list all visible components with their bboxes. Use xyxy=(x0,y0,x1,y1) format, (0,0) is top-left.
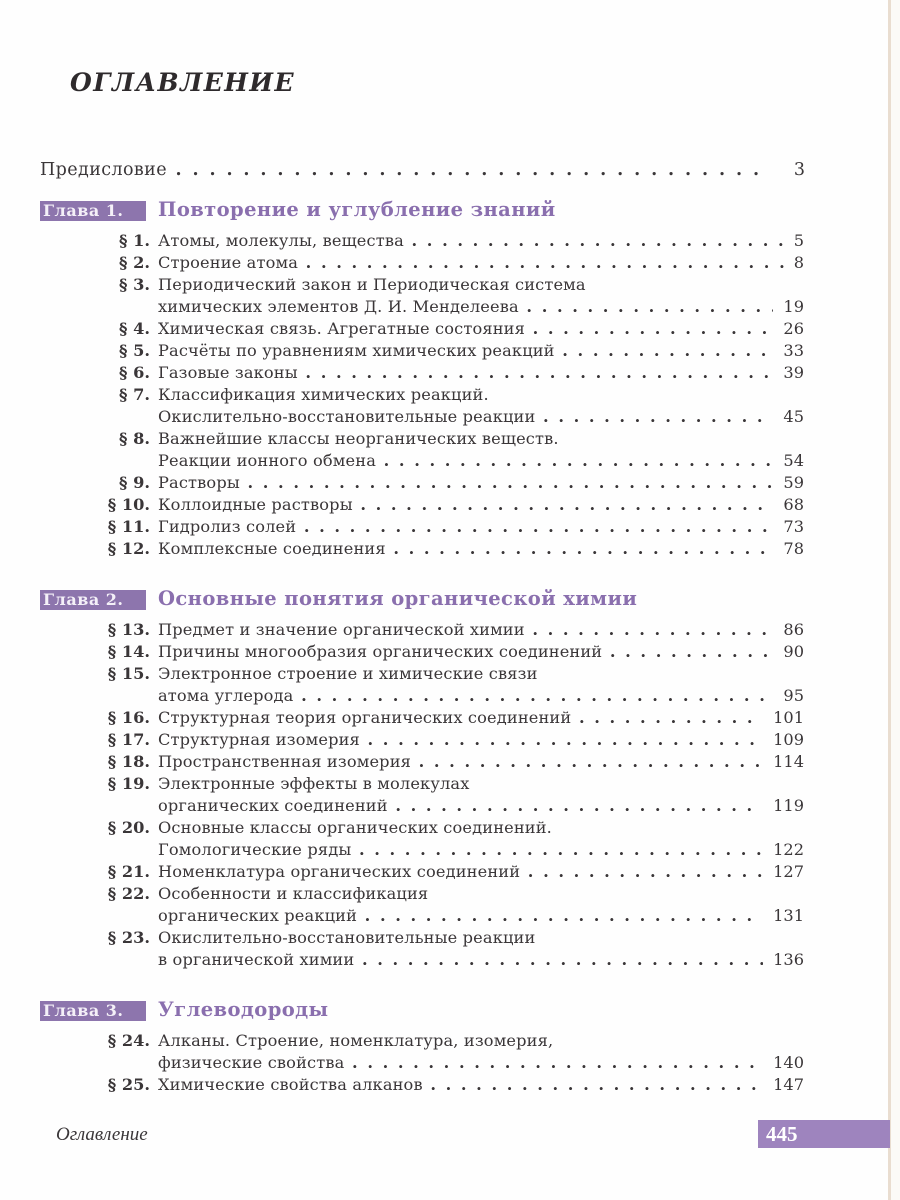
section-number: § 15. xyxy=(107,664,150,683)
page-number-box xyxy=(758,1120,890,1148)
entry-text: Расчёты по уравнениям химических реакций . . . xyxy=(158,340,804,362)
entry-text: Алканы. Строение, номенклатура, изомерия, xyxy=(158,1031,554,1050)
entry-text: Электронные эффекты в молекулах xyxy=(158,774,470,793)
entry-text: Особенности и классификация xyxy=(158,884,429,903)
entry-text: Структурная теория органических соединений . . . xyxy=(158,707,804,729)
entry-page-number: 119 xyxy=(763,795,804,817)
section-number: § 1. xyxy=(119,231,150,250)
entry-text: Окислительно-восстановительные реакции xyxy=(158,928,536,947)
section-number: § 20. xyxy=(107,818,150,837)
entry-page-number: 127 xyxy=(763,861,804,883)
section-number: § 17. xyxy=(107,730,150,749)
toc-entry[interactable] xyxy=(0,428,900,450)
entry-text: Пространственная изомерия . . . xyxy=(158,751,804,773)
toc-entry[interactable] xyxy=(0,472,900,494)
entry-text: Растворы . . . xyxy=(158,472,804,494)
toc-entry-continuation[interactable] xyxy=(0,1052,900,1074)
entry-text: Предмет и значение органической химии . . . xyxy=(158,619,804,641)
toc-entry-continuation[interactable] xyxy=(0,795,900,817)
entry-page-number: 114 xyxy=(763,751,804,773)
section-number: § 10. xyxy=(107,495,150,514)
toc-entry[interactable] xyxy=(0,663,900,685)
section-number: § 24. xyxy=(107,1031,150,1050)
entry-text: Номенклатура органических соединений . . . xyxy=(158,861,804,883)
toc-entry[interactable] xyxy=(0,751,900,773)
toc-entry[interactable] xyxy=(0,619,900,641)
toc-entry[interactable] xyxy=(0,362,900,384)
toc-entry-continuation[interactable] xyxy=(0,685,900,707)
entry-page-number: 86 xyxy=(773,619,804,641)
section-number: § 11. xyxy=(107,517,150,536)
toc-entry[interactable] xyxy=(0,861,900,883)
toc-entry[interactable] xyxy=(0,707,900,729)
section-number: § 8. xyxy=(119,429,150,448)
entry-text: органических реакций . . . xyxy=(158,905,804,927)
section-number: § 7. xyxy=(119,385,150,404)
entry-page-number: 140 xyxy=(763,1052,804,1074)
entry-page-number: 8 xyxy=(784,252,804,274)
toc-entry[interactable] xyxy=(0,1074,900,1096)
entry-page-number: 90 xyxy=(773,641,804,663)
entry-text: Реакции ионного обмена . . . xyxy=(158,450,804,472)
section-number: § 4. xyxy=(119,319,150,338)
section-number: § 23. xyxy=(107,928,150,947)
entry-page-number: 33 xyxy=(773,340,804,362)
section-number: § 21. xyxy=(107,862,150,881)
entry-text: Предисловие . . . xyxy=(40,158,805,182)
entry-text: Важнейшие классы неорганических веществ. xyxy=(158,429,559,448)
entry-text: Классификация химических реакций. xyxy=(158,385,489,404)
section-number: § 18. xyxy=(107,752,150,771)
entry-page-number: 95 xyxy=(773,685,804,707)
entry-page-number: 19 xyxy=(773,296,804,318)
section-number: § 12. xyxy=(107,539,150,558)
toc-entry-continuation[interactable] xyxy=(0,296,900,318)
entry-text: Комплексные соединения . . . xyxy=(158,538,804,560)
toc-entry[interactable] xyxy=(0,641,900,663)
page-fold-line xyxy=(888,0,891,1200)
section-number: § 14. xyxy=(107,642,150,661)
entry-page-number: 109 xyxy=(763,729,804,751)
section-number: § 5. xyxy=(119,341,150,360)
toc-entry[interactable] xyxy=(0,340,900,362)
toc-entry[interactable] xyxy=(0,230,900,252)
entry-text: Структурная изомерия . . . xyxy=(158,729,804,751)
entry-text: органических соединений . . . xyxy=(158,795,804,817)
toc-entry-continuation[interactable] xyxy=(0,839,900,861)
chapter-title: Основные понятия органической химии xyxy=(158,587,638,610)
section-number: § 25. xyxy=(107,1075,150,1094)
entry-page-number: 122 xyxy=(763,839,804,861)
section-number: § 22. xyxy=(107,884,150,903)
entry-page-number: 78 xyxy=(773,538,804,560)
section-number: § 6. xyxy=(119,363,150,382)
entry-text: Атомы, молекулы, вещества . . . xyxy=(158,230,804,252)
page-edge xyxy=(891,0,900,1200)
chapter-title: Повторение и углубление знаний xyxy=(158,198,556,221)
entry-page-number: 101 xyxy=(763,707,804,729)
toc-entry[interactable] xyxy=(0,516,900,538)
toc-entry-continuation[interactable] xyxy=(0,450,900,472)
entry-text: Газовые законы . . . xyxy=(158,362,804,384)
chapter-title: Углеводороды xyxy=(158,998,329,1021)
section-number: § 19. xyxy=(107,774,150,793)
toc-entry[interactable] xyxy=(0,252,900,274)
toc-entry-preface[interactable] xyxy=(40,158,805,182)
entry-text: Основные классы органических соединений. xyxy=(158,818,552,837)
entry-text: Окислительно-восстановительные реакции . . . xyxy=(158,406,804,428)
entry-page-number: 39 xyxy=(773,362,804,384)
entry-text: Электронное строение и химические связи xyxy=(158,664,538,683)
entry-text: Химическая связь. Агрегатные состояния . . . xyxy=(158,318,804,340)
section-number: § 3. xyxy=(119,275,150,294)
chapter-badge: Глава 1. xyxy=(40,201,146,221)
toc-entry[interactable] xyxy=(0,773,900,795)
toc-entry-continuation[interactable] xyxy=(0,905,900,927)
toc-entry[interactable] xyxy=(0,318,900,340)
entry-page-number: 3 xyxy=(770,158,805,182)
running-footer-title: Оглавление xyxy=(56,1124,148,1145)
entry-text: Строение атома . . . xyxy=(158,252,804,274)
entry-page-number: 147 xyxy=(763,1074,804,1096)
entry-text: Периодический закон и Периодическая система xyxy=(158,275,586,294)
entry-page-number: 5 xyxy=(784,230,804,252)
toc-entry[interactable] xyxy=(0,384,900,406)
section-number: § 16. xyxy=(107,708,150,727)
section-number: § 9. xyxy=(119,473,150,492)
entry-page-number: 73 xyxy=(773,516,804,538)
page-title: ОГЛАВЛЕНИЕ xyxy=(70,68,296,97)
toc-entry[interactable] xyxy=(0,729,900,751)
entry-page-number: 45 xyxy=(773,406,804,428)
entry-text: Химические свойства алканов . . . xyxy=(158,1074,804,1096)
section-number: § 2. xyxy=(119,253,150,272)
entry-text: в органической химии . . . xyxy=(158,949,804,971)
toc-entry[interactable] xyxy=(0,883,900,905)
chapter-badge: Глава 3. xyxy=(40,1001,146,1021)
entry-text: атома углерода . . . xyxy=(158,685,804,707)
page-number: 445 xyxy=(766,1122,798,1146)
entry-page-number: 54 xyxy=(773,450,804,472)
entry-page-number: 136 xyxy=(763,949,804,971)
entry-text: физические свойства . . . xyxy=(158,1052,804,1074)
section-number: § 13. xyxy=(107,620,150,639)
toc-entry-continuation[interactable] xyxy=(0,406,900,428)
toc-entry[interactable] xyxy=(0,538,900,560)
entry-text: Причины многообразия органических соединений . . . xyxy=(158,641,804,663)
entry-page-number: 26 xyxy=(773,318,804,340)
toc-entry-continuation[interactable] xyxy=(0,949,900,971)
toc-entry[interactable] xyxy=(0,817,900,839)
toc-entry[interactable] xyxy=(0,274,900,296)
toc-entry[interactable] xyxy=(0,1030,900,1052)
entry-text: Гомологические ряды . . . xyxy=(158,839,804,861)
entry-page-number: 68 xyxy=(773,494,804,516)
entry-text: Коллоидные растворы . . . xyxy=(158,494,804,516)
entry-text: химических элементов Д. И. Менделеева . . . xyxy=(158,296,804,318)
entry-text: Гидролиз солей . . . xyxy=(158,516,804,538)
toc-entry[interactable] xyxy=(0,927,900,949)
entry-page-number: 59 xyxy=(773,472,804,494)
chapter-badge: Глава 2. xyxy=(40,590,146,610)
entry-page-number: 131 xyxy=(763,905,804,927)
toc-entry[interactable] xyxy=(0,494,900,516)
